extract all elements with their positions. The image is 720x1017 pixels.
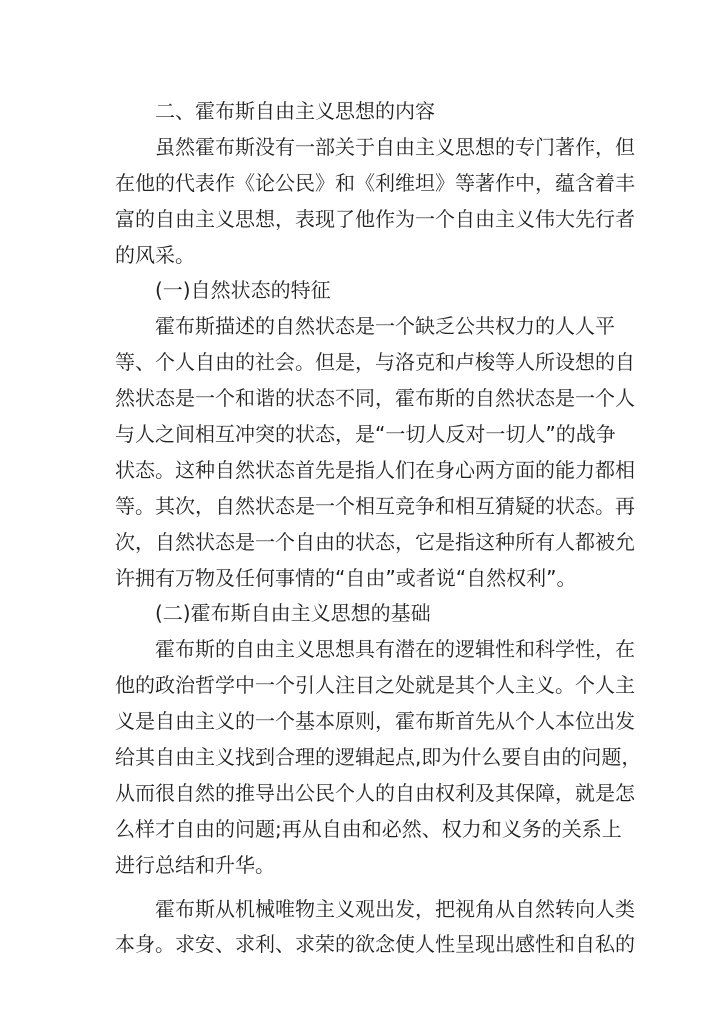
paragraph-line: 富的自由主义思想，表现了他作为一个自由主义伟大先行者 <box>115 206 635 231</box>
paragraph-line: 虽然霍布斯没有一部关于自由主义思想的专门著作，但 <box>155 134 635 159</box>
paragraph-gap <box>115 884 615 892</box>
paragraph-line: 给其自由主义找到合理的逻辑起点,即为什么要自由的问题， <box>115 745 642 770</box>
paragraph-line: 霍布斯从机械唯物主义观出发，把视角从自然转向人类 <box>155 896 635 921</box>
paragraph-line: 义是自由主义的一个基本原则，霍布斯首先从个人本位出发 <box>115 709 635 734</box>
document-body <box>115 94 642 963</box>
paragraph-line: 等、个人自由的社会。但是，与洛克和卢梭等人所设想的自 <box>115 350 635 375</box>
paragraph-line: 与人之间相互冲突的状态，是“一切人反对一切人”的战争 <box>115 422 616 447</box>
paragraph-line: 本身。求安、求利、求荣的欲念使人性呈现出感性和自私的 <box>115 932 635 957</box>
paragraph-line: 在他的代表作《论公民》和《利维坦》等著作中，蕴含着丰 <box>115 170 635 195</box>
subsection-heading: (二)霍布斯自由主义思想的基础 <box>155 601 431 626</box>
section-heading: 二、霍布斯自由主义思想的内容 <box>155 99 435 123</box>
paragraph-line: 进行总结和升华。 <box>115 852 275 877</box>
subsection-heading: (一)自然状态的特征 <box>155 278 331 303</box>
paragraph-line: 的风采。 <box>115 242 195 267</box>
paragraph-line: 然状态是一个和谐的状态不同，霍布斯的自然状态是一个人 <box>115 386 635 411</box>
paragraph-line: 许拥有万物及任何事情的“自由”或者说“自然权利”。 <box>115 565 577 590</box>
paragraph-line: 霍布斯的自由主义思想具有潜在的逻辑性和科学性，在 <box>155 637 635 662</box>
paragraph-line: 次，自然状态是一个自由的状态，它是指这种所有人都被允 <box>115 529 635 554</box>
paragraph-line: 他的政治哲学中一个引人注目之处就是其个人主义。个人主 <box>115 673 635 698</box>
paragraph-line: 么样才自由的问题;再从自由和必然、权力和义务的关系上 <box>115 816 622 841</box>
paragraph-line: 状态。这种自然状态首先是指人们在身心两方面的能力都相 <box>115 457 635 482</box>
paragraph-line: 等。其次，自然状态是一个相互竞争和相互猜疑的状态。再 <box>115 493 635 518</box>
paragraph-line: 从而很自然的推导出公民个人的自由权利及其保障，就是怎 <box>115 780 635 805</box>
paragraph-line: 霍布斯描述的自然状态是一个缺乏公共权力的人人平 <box>155 314 615 339</box>
